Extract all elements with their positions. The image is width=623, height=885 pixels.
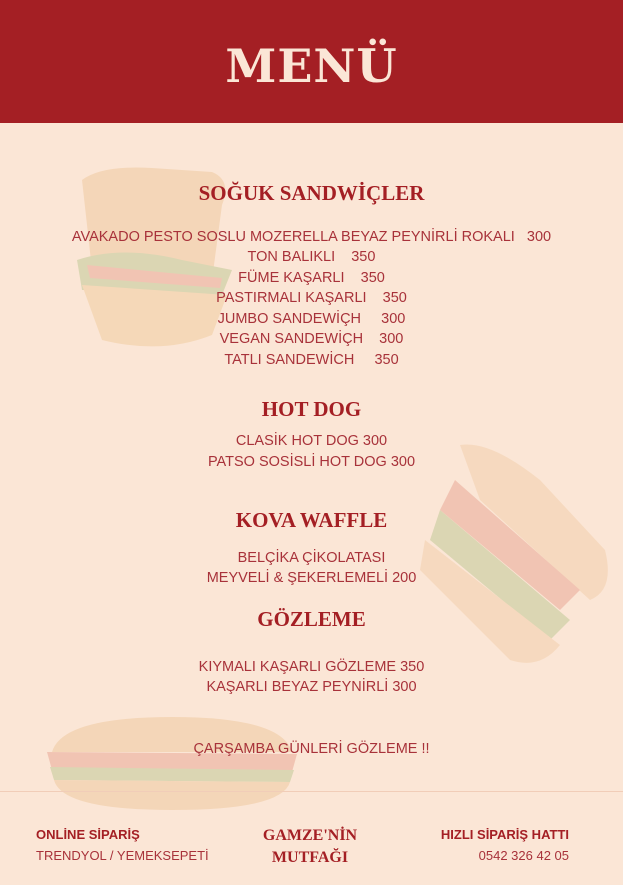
menu-item: JUMBO SANDEWİÇH 300	[217, 311, 406, 327]
menu-item: TON BALIKLI 350	[247, 249, 376, 265]
online-order-platforms: TRENDYOL / YEMEKSEPETİ	[36, 848, 209, 863]
section-title-gozleme: GÖZLEME	[257, 607, 366, 631]
menu-item: KIYMALI KAŞARLI GÖZLEME 350	[198, 659, 425, 675]
menu-item: FÜME KAŞARLI 350	[238, 270, 385, 286]
menu-item: CLASİK HOT DOG 300	[235, 433, 388, 449]
notice-text: ÇARŞAMBA GÜNLERİ GÖZLEME !!	[193, 741, 430, 757]
footer-divider	[0, 791, 623, 792]
online-order-title: ONLİNE SİPARİŞ	[36, 827, 140, 842]
menu-item: AVAKADO PESTO SOSLU MOZERELLA BEYAZ PEYNİRLİ ROKALI 300	[71, 229, 552, 245]
menu-item: MEYVELİ & ŞEKERLEMELİ 200	[206, 570, 417, 586]
menu-item: VEGAN SANDEWİÇH 300	[219, 331, 404, 347]
sub-sandwich-illustration	[42, 712, 302, 812]
menu-item: BELÇİKA ÇİKOLATASI	[237, 550, 386, 566]
brand-name-line2: MUTFAĞI	[271, 849, 349, 866]
menu-item: TATLI SANDEWİCH 350	[224, 352, 399, 368]
section-title-kova-waffle: KOVA WAFFLE	[235, 508, 388, 532]
menu-item: KAŞARLI BEYAZ PEYNİRLİ 300	[206, 679, 417, 695]
header-bar	[0, 0, 623, 123]
menu-item: PATSO SOSİSLİ HOT DOG 300	[207, 454, 416, 470]
menu-item: PASTIRMALI KAŞARLI 350	[216, 290, 407, 306]
menu-title: MENÜ	[225, 39, 398, 93]
section-title-soguk-sandwicler: SOĞUK SANDWİÇLER	[198, 181, 425, 205]
section-title-hot-dog: HOT DOG	[261, 397, 362, 421]
order-hotline-number: 0542 326 42 05	[478, 848, 569, 863]
order-hotline-title: HIZLI SİPARİŞ HATTI	[440, 827, 569, 842]
brand-name-line1: GAMZE'NİN	[262, 827, 358, 844]
